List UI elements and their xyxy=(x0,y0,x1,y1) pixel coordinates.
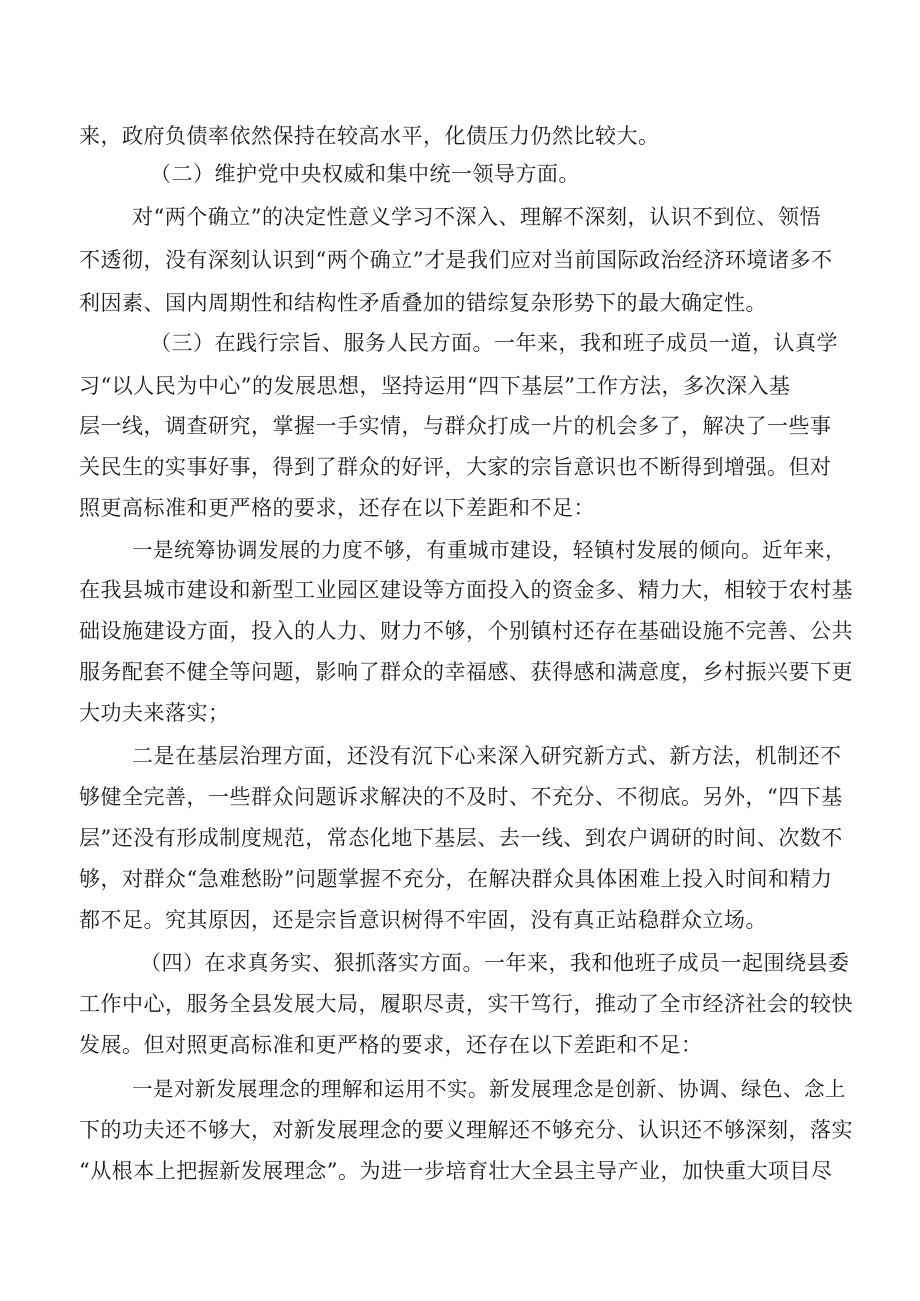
text-line: 习“以人民为中心”的发展思想，坚持运用“四下基层”工作方法，多次深入基 xyxy=(79,374,791,398)
text-line: 工作中心，服务全县发展大局，履职尽责，实干笃行，推动了全市经济社会的较快 xyxy=(79,992,853,1016)
text-line: “从根本上把握新发展理念”。为进一步培育壮大全县主导产业，加快重大项目尽 xyxy=(79,1159,833,1183)
text-line: 不透彻，没有深刻认识到“两个确立”才是我们应对当前国际政治经济环境诸多不 xyxy=(79,248,833,272)
text-line: 一是统筹协调发展的力度不够，有重城市建设，轻镇村发展的倾向。近年来， xyxy=(132,538,846,562)
section-heading: （三）在践行宗旨、服务人民方面。一年来，我和班子成员一道，认真学 xyxy=(150,331,838,355)
text-line: 层”还没有形成制度规范，常态化地下基层、去一线、到农户调研的时间、次数不 xyxy=(79,826,843,850)
text-line: 来，政府负债率依然保持在较高水平，化债压力仍然比较大。 xyxy=(79,124,660,148)
text-line: 关民生的实事好事，得到了群众的好评，大家的宗旨意识也不断得到增强。但对 xyxy=(79,455,832,479)
text-line: 础设施建设方面，投入的人力、财力不够，个别镇村还存在基础设施不完善、公共 xyxy=(79,619,853,643)
text-line: 发展。但对照更高标准和更严格的要求，还存在以下差距和不足： xyxy=(79,1033,703,1057)
text-line: 利因素、国内周期性和结构性矛盾叠加的错综复杂形势下的最大确定性。 xyxy=(79,291,767,315)
text-line: 在我县城市建设和新型工业园区建设等方面投入的资金多、精力大，相较于农村基 xyxy=(79,578,853,602)
text-line: 大功夫来落实； xyxy=(79,701,230,725)
text-line: 二是在基层治理方面，还没有沉下心来深入研究新方式、新方法，机制还不 xyxy=(132,744,842,768)
section-heading: （二）维护党中央权威和集中统一领导方面。 xyxy=(150,162,580,186)
text-line: 照更高标准和更严格的要求，还存在以下差距和不足： xyxy=(79,496,595,520)
text-line: 层一线，调查研究，掌握一手实情，与群众打成一片的机会多了，解决了一些事 xyxy=(79,414,832,438)
text-line: 一是对新发展理念的理解和运用不实。新发展理念是创新、协调、绿色、念上 xyxy=(132,1077,846,1101)
text-line: 下的功夫还不够大，对新发展理念的要义理解还不够充分、认识还不够深刻，落实 xyxy=(79,1118,853,1142)
text-line: 服务配套不健全等问题，影响了群众的幸福感、获得感和满意度，乡村振兴要下更 xyxy=(79,660,853,684)
text-line: 都不足。究其原因，还是宗旨意识树得不牢固，没有真正站稳群众立场。 xyxy=(79,908,767,932)
text-line: 够，对群众“急难愁盼”问题掌握不充分，在解决群众具体困难上投入时间和精力 xyxy=(79,867,833,891)
text-line: 对“两个确立”的决定性意义学习不深入、理解不深刻，认识不到位、领悟 xyxy=(132,205,821,229)
section-heading: （四）在求真务实、狠抓落实方面。一年来，我和他班子成员一起围绕县委 xyxy=(140,951,850,975)
text-line: 够健全完善，一些群众问题诉求解决的不及时、不充分、不彻底。另外，“四下基 xyxy=(79,785,843,809)
